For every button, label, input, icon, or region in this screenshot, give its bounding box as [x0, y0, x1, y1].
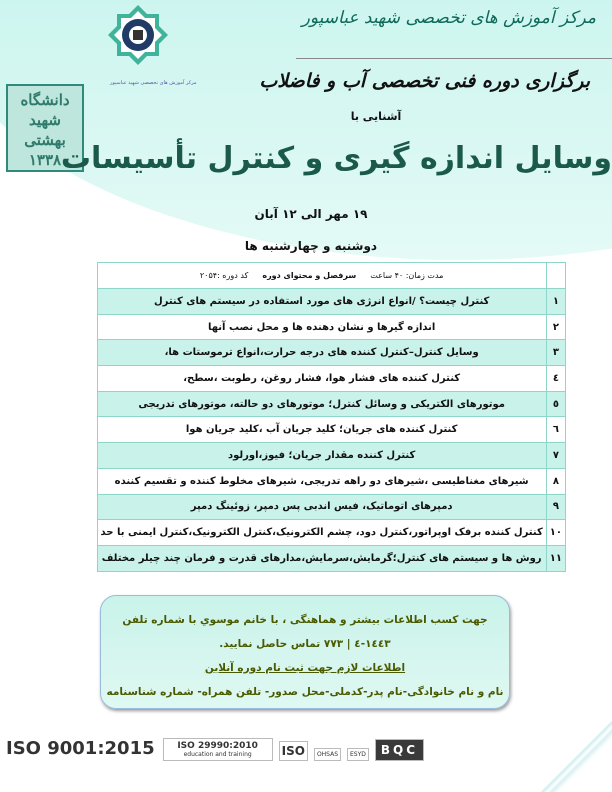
- contact-phone-line: ۱٤٤۳-٤ | ۷۷۳ تماس حاصل نمایید.: [219, 638, 391, 650]
- table-row: [97, 417, 565, 443]
- table-row: [97, 314, 565, 340]
- center-name: مرکز آموزش های تخصصی شهید عباسپور: [301, 8, 596, 28]
- ohsas-logo: OHSAS: [314, 748, 341, 761]
- row-number: ٤: [546, 366, 565, 392]
- bqc-logo: BQC: [375, 739, 424, 761]
- row-topic: وسایل کنترل–کنترل کننده های درجه حرارت،انواع ترموستات ها،: [97, 340, 546, 366]
- subheading: برگزاری دوره فنی تخصصی آب و فاضلاب: [259, 70, 590, 92]
- registration-heading: اطلاعات لازم جهت ثبت نام دوره آنلاین: [204, 662, 406, 674]
- table-row: [97, 443, 565, 469]
- table-row: [97, 391, 565, 417]
- row-number: ۱۱: [546, 545, 565, 571]
- corner-decoration: [522, 702, 612, 792]
- table-row: [97, 520, 565, 546]
- course-days: دوشنبه و چهارشنبه ها: [244, 239, 378, 253]
- table-row: [97, 494, 565, 520]
- row-number: ۳: [546, 340, 565, 366]
- contact-line: جهت کسب اطلاعات بیشتر و هماهنگی ، با خانم موسوي با شماره تلفن: [122, 614, 488, 626]
- university-logo: دانشگاه شهید بهشتی ۱۳۳۸: [6, 84, 84, 172]
- certification-logos: [4, 736, 424, 761]
- row-topic: دمپرهای اتوماتیک، فیس اندبی پس دمپر، زوئینگ دمپر: [97, 494, 546, 520]
- esyd-logo: ESYD: [347, 748, 369, 761]
- table-row: [97, 468, 565, 494]
- row-topic: کنترل کننده های جریان؛ کلید جریان آب ،کلید جریان هوا: [97, 417, 546, 443]
- table-row: [97, 366, 565, 392]
- course-dates: ۱۹ مهر الی ۱۲ آبان: [254, 207, 368, 221]
- row-number: ٦: [546, 417, 565, 443]
- iso-29990-subtitle: education and training: [183, 751, 252, 758]
- page-title: وسایل اندازه گیری و کنترل تأسیسات: [60, 141, 612, 176]
- course-code: کد دوره :۲۰۵۴: [199, 271, 249, 280]
- row-topic: کنترل چیست؟ /انواع انرژی های مورد استفاده در سیستم های کنترل: [97, 289, 546, 315]
- row-number: ۱: [546, 289, 565, 315]
- row-number: ۷: [546, 443, 565, 469]
- intro-text: آشنایی با: [350, 110, 402, 123]
- row-topic: کنترل کننده های فشار هوا، فشار روغن، رطوبت ،سطح،: [97, 366, 546, 392]
- table-row: [97, 340, 565, 366]
- course-duration: مدت زمان: ۴۰ ساعت: [370, 271, 444, 280]
- row-number: ٥: [546, 391, 565, 417]
- row-number: ۹: [546, 494, 565, 520]
- center-logo-icon: [108, 5, 168, 65]
- contents-label: سرفصل و محتوای دوره: [262, 271, 357, 280]
- row-topic: موتورهای الکتریکی و وسائل کنترل؛ موتورهای دو حالته، موتورهای تدریجی: [97, 391, 546, 417]
- row-topic: کنترل کننده مقدار جریان؛ فیوز،اورلود: [97, 443, 546, 469]
- divider: [296, 58, 612, 59]
- syllabus-table: [97, 262, 566, 572]
- table-row: [97, 289, 565, 315]
- row-topic: شیرهای مغناطیسی ،شیرهای دو راهه تدریجی، شیرهای مخلوط کننده و تقسیم کننده: [97, 468, 546, 494]
- row-topic: کنترل کننده برفک اوپراتور،کنترل دود، چشم الکترونیک،کنترل الکترونیک،کنترل ایمنی با حد: [97, 520, 546, 546]
- row-topic: اندازه گیرها و نشان دهنده ها و محل نصب آنها: [97, 314, 546, 340]
- table-header-row: [97, 263, 565, 289]
- contact-info-box: [100, 595, 510, 709]
- registration-fields: نام و نام خانوادگی-نام پدر-کدملی-محل صدور- تلفن همراه- شماره شناسنامه: [106, 686, 504, 698]
- row-topic: روش ها و سیستم های کنترل؛گرمایش،سرمایش،مدارهای قدرت و فرمان چند چیلر مختلف: [97, 545, 546, 571]
- iso-14001-logo: ISO: [279, 741, 308, 761]
- row-number: ۸: [546, 468, 565, 494]
- iso-29990-title: ISO 29990:2010: [177, 741, 258, 751]
- table-row: [97, 545, 565, 571]
- row-number: ۱۰: [546, 520, 565, 546]
- center-logo-caption: مرکز آموزش های تخصصی شهید عباسپور: [110, 80, 197, 86]
- iso-29990-logo: [163, 738, 273, 761]
- iso-9001-logo: ISO 9001:2015: [6, 738, 155, 759]
- row-number: ۲: [546, 314, 565, 340]
